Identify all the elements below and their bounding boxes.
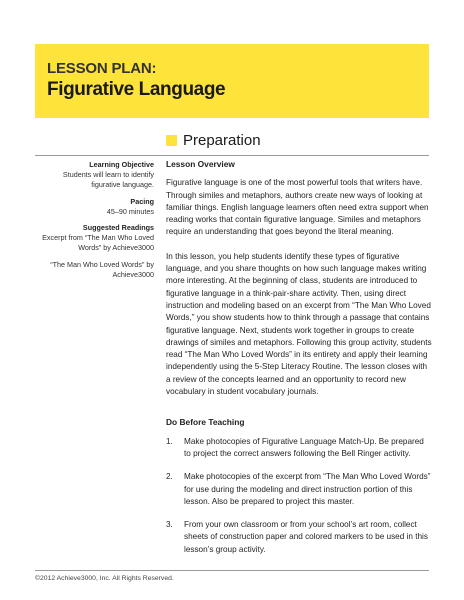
pacing-label: Pacing — [130, 196, 154, 206]
step-text: From your own classroom or from your school’s art room, collect sheets of construction paper and colored markers to be used in this lesson’s group activity. — [184, 520, 428, 554]
step-number: 1. — [166, 436, 173, 446]
steps-list — [166, 436, 432, 556]
footer-divider — [35, 570, 429, 571]
pacing-text: 45–90 minutes — [106, 206, 154, 216]
step-number: 2. — [166, 472, 173, 482]
step-text: Make photocopies of Figurative Language Match-Up. Be prepared to project the correct answers following the Bell Ringer activity. — [184, 436, 424, 458]
step-number: 3. — [166, 520, 173, 530]
reading-item: Excerpt from “The Man Who Loved Words” by Achieve3000 — [42, 233, 154, 253]
readings-label: Suggested Readings — [82, 223, 154, 233]
page-title: Figurative Language — [47, 79, 226, 100]
objective-text: Students will learn to identify figurative language. — [62, 170, 154, 190]
reading-item: “The Man Who Loved Words” by Achieve3000 — [50, 259, 154, 279]
list-item — [166, 471, 432, 508]
section-header — [166, 132, 261, 149]
header-divider — [35, 155, 429, 156]
before-teaching-heading: Do Before Teaching — [166, 417, 245, 428]
main-content — [166, 158, 432, 567]
overview-paragraph: Figurative language is one of the most powerful tools that writers have. Through similes and metaphors, authors create new ways of looking at familiar things. English language learners often need extra support when reading works that contain figurative language. Similes and metaphors require an understanding that goes beyond the literal meaning. — [166, 178, 429, 237]
list-item — [166, 519, 432, 556]
objective-label: Learning Objective — [89, 160, 154, 169]
banner-kicker: LESSON PLAN: — [47, 60, 157, 77]
section-title: Preparation — [183, 132, 261, 149]
overview-paragraph: In this lesson, you help students identify these types of figurative language, and you share thoughts on how such language makes writing more interesting. At the beginning of class, students are introduced to figurative language in a think-pair-share activity. Then, using direct instruction and modeling based on an excerpt from “The Man Who Loved Words,” you show students how to think through a passage that contains figurative language. Next, students work together in groups to create drawings of similes and metaphors. Following this group activity, students read “The Man Who Loved Words” in its entirety and apply their learning independently using the 5-Step Literacy Routine. The lesson closes with a review of the concepts learned and an opportunity to record new vocabulary in student vocabulary journals. — [166, 251, 432, 397]
sidebar — [35, 160, 154, 280]
step-text: Make photocopies of the excerpt from “The Man Who Loved Words” for use during the modeling and direct instruction portion of this lesson. Also be prepared to project this master. — [184, 472, 431, 506]
square-bullet-icon — [166, 135, 177, 146]
overview-heading: Lesson Overview — [166, 159, 235, 169]
lesson-banner — [35, 44, 429, 118]
list-item — [166, 436, 432, 461]
copyright-footer: ©2012 Achieve3000, Inc. All Rights Reserved. — [35, 575, 174, 582]
